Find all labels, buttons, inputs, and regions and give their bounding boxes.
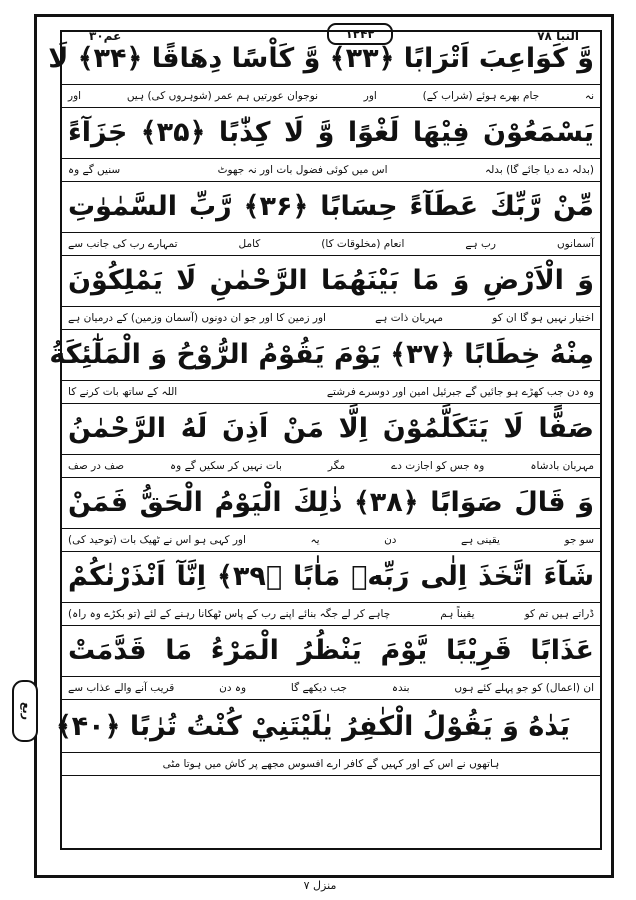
translation-segment: سو جو: [564, 534, 594, 546]
translation-segment: اس میں کوئی فضول بات اور نہ جھوٹ: [217, 164, 388, 176]
surah-label: النبا ۷۸: [537, 29, 579, 43]
arabic-line-3: مِّنْ رَّبِّكَ عَطَآءً حِسَابًا ﴿۳۶﴾ رَّبِّ السَّمٰوٰتِ: [68, 191, 594, 222]
translation-segment: سنیں گے وہ: [68, 164, 121, 176]
translation-segment: ہاتھوں نے اس کے اور کہیں گے کافر ارے افسوس مجھے پر کاش میں ہوتا مٹی: [162, 758, 500, 770]
translation-segment: وہ دن: [219, 682, 247, 694]
translation-segment: یقیناً ہم: [440, 608, 475, 620]
translation-line-8: [62, 602, 600, 626]
translation-segment: چاہے کر لے جگہ بنائے اپنے رب کے پاس ٹھکانا رہنے کے لئے (تو بکڑے وہ راہ): [68, 608, 391, 620]
translation-line-5: [62, 380, 600, 404]
translation-segment: دن: [384, 534, 397, 546]
translation-segment: نوجوان عورتیں ہم عمر (شوہروں کی) ہیں: [126, 90, 319, 102]
translation-line-9: [62, 676, 600, 700]
arabic-line-5: مِنْهُ خِطَابًا ﴿۳۷﴾ يَوْمَ يَقُوْمُ الرُّوْحُ وَ الْمَلٰٓئِكَةُ: [49, 339, 594, 370]
translation-line-10: [62, 752, 600, 776]
translation-line-7: [62, 528, 600, 552]
translation-segment: جب دیکھے گا: [290, 682, 347, 694]
arabic-line-7: وَ قَالَ صَوَابًا ﴿۳۸﴾ ذٰلِكَ الْيَوْمُ الْحَقُّ فَمَنْ: [68, 487, 594, 518]
translation-segment: مہربان بادشاہ: [530, 460, 594, 472]
translation-segment: اور: [68, 90, 82, 102]
ruku-badge: ربع: [12, 680, 38, 742]
translation-segment: انعام (مخلوقات کا): [321, 238, 405, 250]
manzil-footer: منزل ۷: [303, 879, 337, 892]
juz-label: عم۳۰: [89, 29, 122, 43]
translation-segment: آسمانوں: [556, 238, 594, 250]
translation-segment: یہ: [310, 534, 320, 546]
text-frame: [48, 30, 602, 850]
arabic-line-1: وَّ كَوَاعِبَ اَتْرَابًا ﴿۳۳﴾ وَّ كَاْسًا دِهَاقًا ﴿۳۴﴾ لَا: [48, 43, 594, 74]
translation-segment: یقینی ہے: [461, 534, 500, 546]
translation-segment: مہربان ذات ہے: [375, 312, 444, 324]
translation-segment: اللہ کے ساتھ بات کرنے کا: [68, 386, 178, 398]
translation-segment: نہ: [584, 90, 594, 102]
translation-segment: (بدلہ دے دیا جائے گا) بدلہ: [484, 164, 594, 176]
translation-segment: جام بھرے ہوئے (شراب کے): [422, 90, 540, 102]
translation-line-3: [62, 232, 600, 256]
translation-line-4: [62, 306, 600, 330]
translation-segment: اور زمین کا اور جو ان دونوں (آسمان وزمین) کے درمیان ہے: [68, 312, 326, 324]
translation-segment: وہ جس کو اجازت دے: [391, 460, 485, 472]
translation-segment: قریب آنے والے عذاب سے: [68, 682, 175, 694]
translation-segment: وہ دن جب کھڑے ہو جائیں گے جبرئیل امین اور دوسرے فرشتے: [326, 386, 594, 398]
translation-segment: اور کہی ہو اس نے ٹھیک بات (توحید کی): [68, 534, 246, 546]
translation-line-2: [62, 158, 600, 182]
translation-segment: اور: [363, 90, 377, 102]
translation-segment: مگر: [327, 460, 346, 472]
translation-segment: ڈراتے ہیں تم کو: [524, 608, 594, 620]
translation-segment: کامل: [238, 238, 261, 250]
translation-segment: تمہارے رب کی جانب سے: [68, 238, 178, 250]
translation-segment: ان (اعمال) کو جو پہلے کئے ہوں: [454, 682, 594, 694]
translation-line-6: [62, 454, 600, 478]
arabic-line-10: يَدٰهُ وَ يَقُوْلُ الْكٰفِرُ يٰلَيْتَنِيْ كُنْتُ تُرٰبًا ﴿۴۰﴾: [55, 711, 570, 742]
page-number: ۱۲۴۲: [327, 23, 393, 45]
arabic-line-6: صَفًّا لَا يَتَكَلَّمُوْنَ اِلَّا مَنْ اَذِنَ لَهُ الرَّحْمٰنُ: [68, 413, 594, 444]
translation-line-1: [62, 84, 600, 108]
translation-segment: بندہ: [391, 682, 410, 694]
translation-segment: صف در صف: [68, 460, 125, 472]
arabic-line-8: شَآءَ اتَّخَذَ اِلٰى رَبِّهٖ مَاٰبًا ﴿۳۹﴾ اِنَّآ اَنْذَرْنٰكُمْ: [68, 561, 594, 592]
translation-segment: بات نہیں کر سکیں گے وہ: [170, 460, 282, 472]
arabic-line-2: يَسْمَعُوْنَ فِيْهَا لَغْوًا وَّ لَا كِذّٰبًا ﴿۳۵﴾ جَزَآءً: [68, 117, 594, 148]
translation-segment: رب ہے: [465, 238, 496, 250]
translation-segment: اختیار نہیں ہو گا ان کو: [492, 312, 594, 324]
arabic-line-4: وَ الْاَرْضِ وَ مَا بَيْنَهُمَا الرَّحْمٰنِ لَا يَمْلِكُوْنَ: [68, 265, 594, 296]
arabic-line-9: عَذَابًا قَرِيْبًا يَّوْمَ يَنْظُرُ الْمَرْءُ مَا قَدَّمَتْ: [68, 635, 594, 666]
